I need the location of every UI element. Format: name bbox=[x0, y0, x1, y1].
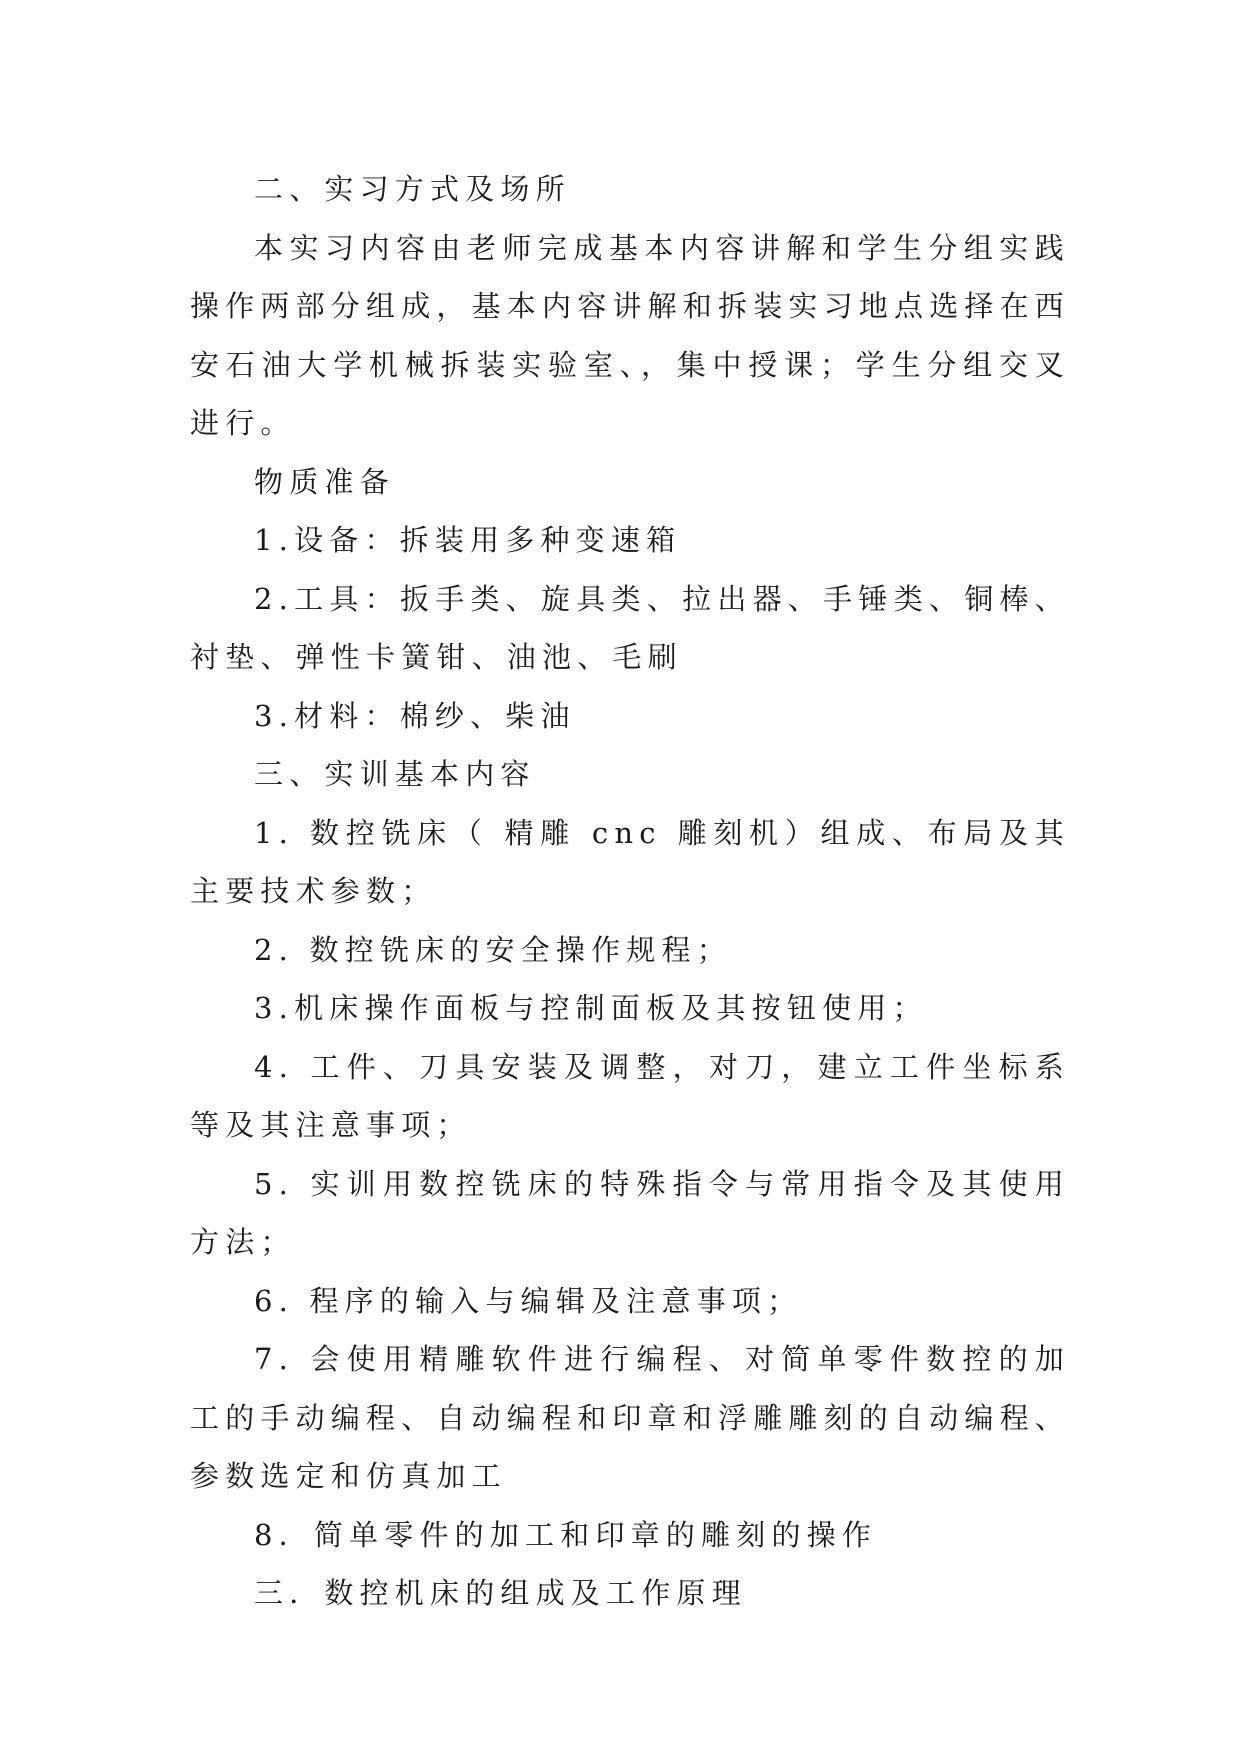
list-item-materials: 3.材料：棉纱、柴油 bbox=[254, 698, 576, 733]
list-item-content-6: 6. 程序的输入与编辑及注意事项； bbox=[254, 1283, 803, 1318]
list-item-content-3: 3.机床操作面板与控制面板及其按钮使用； bbox=[254, 991, 928, 1025]
document-body bbox=[190, 160, 1070, 1623]
section-heading-training-content: 三、实训基本内容 bbox=[254, 757, 536, 791]
list-item-equipment: 1.设备：拆装用多种变速箱 bbox=[254, 523, 682, 557]
list-item-content-4: 4. 工件、刀具安装及调整，对刀，建立工件坐标系等及其注意事项； bbox=[190, 1049, 1070, 1142]
section-heading-cnc-principle: 三．数控机床的组成及工作原理 bbox=[254, 1576, 747, 1610]
list-item-content-5: 5. 实训用数控铣床的特殊指令与常用指令及其使用方法； bbox=[190, 1166, 1070, 1259]
paragraph-internship-description: 本实习内容由老师完成基本内容讲解和学生分组实践操作两部分组成，基本内容讲解和拆装实习地点选择在西安石油大学机械拆装实验室、，集中授课；学生分组交叉进行。 bbox=[190, 230, 1071, 440]
list-item-content-7: 7. 会使用精雕软件进行编程、对简单零件数控的加工的手动编程、自动编程和印章和浮雕雕刻的自动编程、参数选定和仿真加工 bbox=[190, 1342, 1071, 1493]
list-item-tools: 2.工具：扳手类、旋具类、拉出器、手锤类、铜棒、衬垫、弹性卡簧钳、油池、毛刷 bbox=[190, 581, 1070, 674]
list-item-content-1: 1. 数控铣床（ 精雕 cnc 雕刻机）组成、布局及其主要技术参数； bbox=[190, 815, 1070, 908]
list-item-content-8: 8．简单零件的加工和印章的雕刻的操作 bbox=[254, 1517, 878, 1552]
list-item-content-2: 2. 数控铣床的安全操作规程； bbox=[254, 932, 732, 967]
section-heading-internship-method: 二、实习方式及场所 bbox=[254, 172, 571, 206]
subheading-material-preparation: 物质准备 bbox=[254, 464, 395, 499]
